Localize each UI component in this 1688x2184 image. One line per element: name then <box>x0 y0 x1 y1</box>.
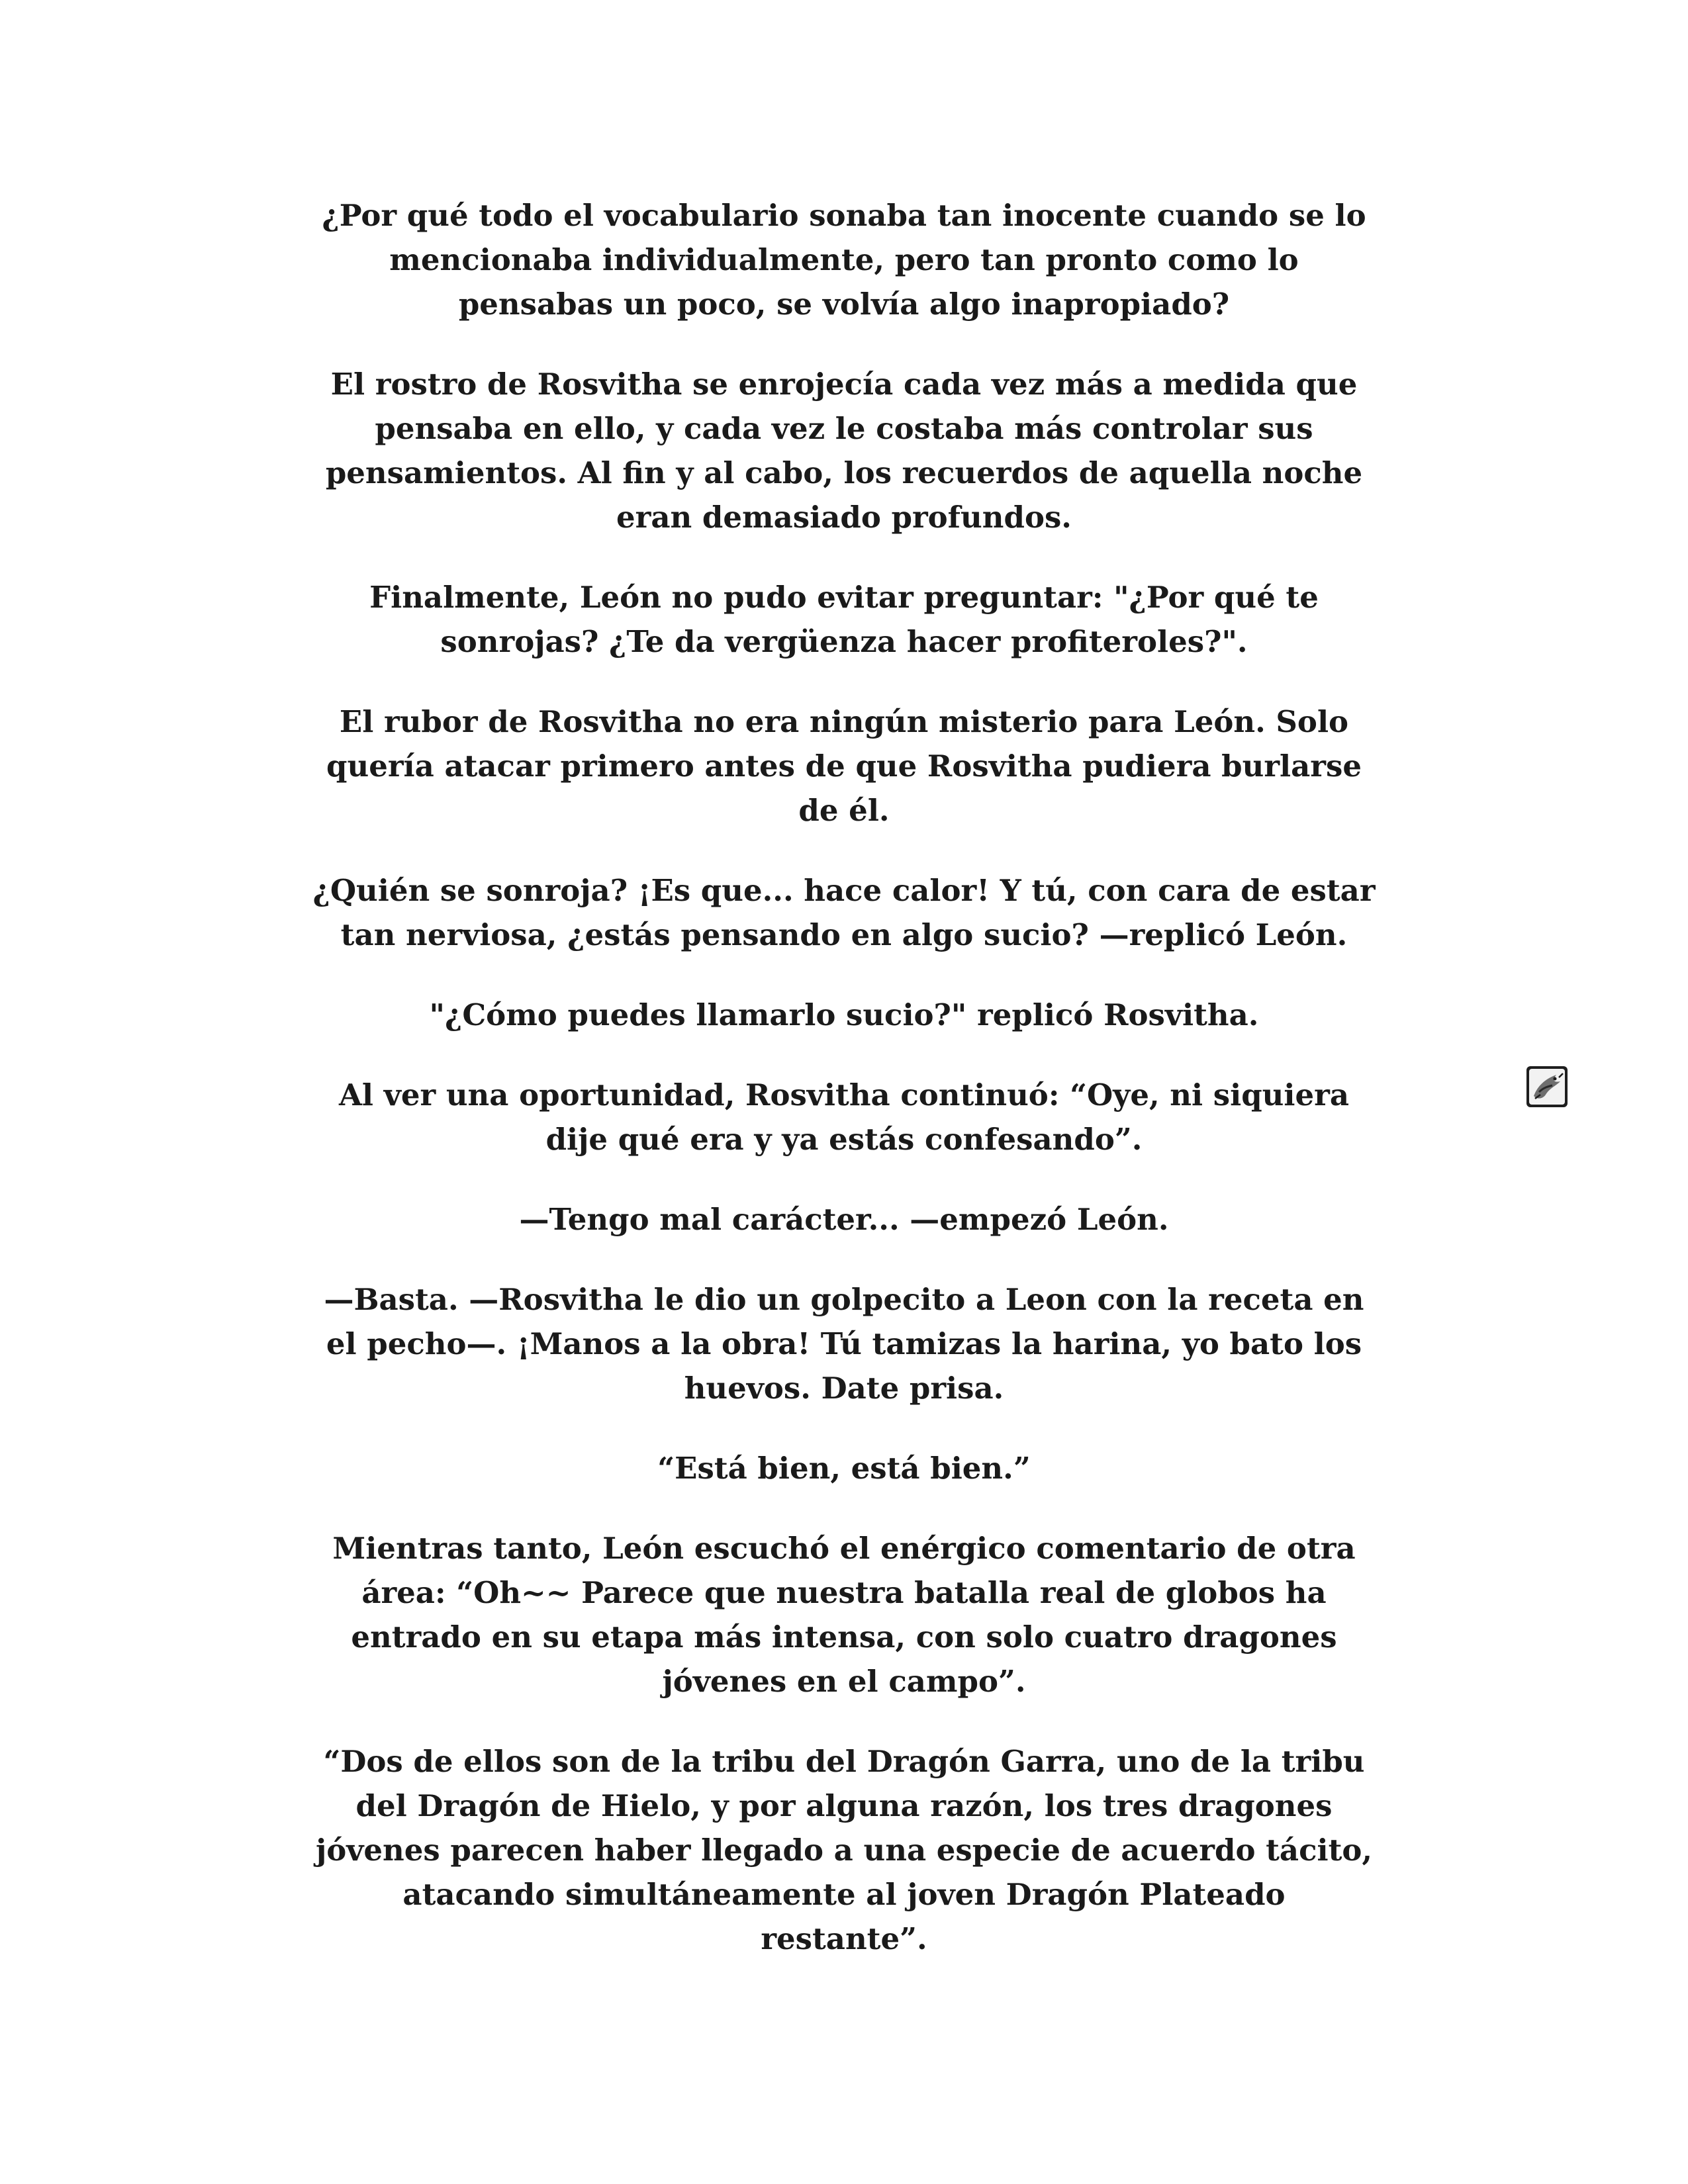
paragraph-5: ¿Quién se sonroja? ¡Es que... hace calor! Y tú, con cara de estar tan nerviosa, ¿estás pensando en algo sucio? —replicó León. <box>312 873 1376 952</box>
paragraph-10: “Está bien, está bien.” <box>657 1451 1031 1486</box>
dragon-emblem-icon <box>1526 1066 1568 1108</box>
paragraph-12: “Dos de ellos son de la tribu del Dragón Garra, uno de la tribu del Dragón de Hielo, y por alguna razón, los tres dragones jóvenes parecen haber llegado a una especie de acuerdo tácito, atacando simultáneamente al joven Dragón Plateado restante”. <box>315 1744 1373 1956</box>
paragraph-11: Mientras tanto, León escuchó el enérgico comentario de otra área: “Oh~~ Parece que nuestra batalla real de globos ha entrado en su etapa más intensa, con solo cuatro dragones jóvenes en el campo”. <box>332 1531 1356 1699</box>
paragraph-8: —Tengo mal carácter... —empezó León. <box>519 1202 1169 1237</box>
paragraph-2: El rostro de Rosvitha se enrojecía cada vez más a medida que pensaba en ello, y cada vez le costaba más controlar sus pensamientos. Al fin y al cabo, los recuerdos de aquella noche eran demasiado profundos. <box>325 367 1363 535</box>
paragraph-3: Finalmente, León no pudo evitar preguntar: "¿Por qué te sonrojas? ¿Te da vergüenza hacer profiteroles?". <box>369 580 1319 659</box>
paragraph-9: —Basta. —Rosvitha le dio un golpecito a Leon con la receta en el pecho—. ¡Manos a la obra! Tú tamizas la harina, yo bato los huevos. Date prisa. <box>324 1282 1364 1406</box>
paragraph-6: "¿Cómo puedes llamarlo sucio?" replicó Rosvitha. <box>429 997 1259 1032</box>
paragraph-7: Al ver una oportunidad, Rosvitha continuó: “Oye, ni siquiera dije qué era y ya estás confesando”. <box>339 1077 1349 1157</box>
body-text <box>218 193 1470 1997</box>
paragraph-1: ¿Por qué todo el vocabulario sonaba tan inocente cuando se lo mencionaba individualmente, pero tan pronto como lo pensabas un poco, se volvía algo inapropiado? <box>322 198 1366 322</box>
paragraph-4: El rubor de Rosvitha no era ningún misterio para León. Solo quería atacar primero antes de que Rosvitha pudiera burlarse de él. <box>326 704 1362 828</box>
